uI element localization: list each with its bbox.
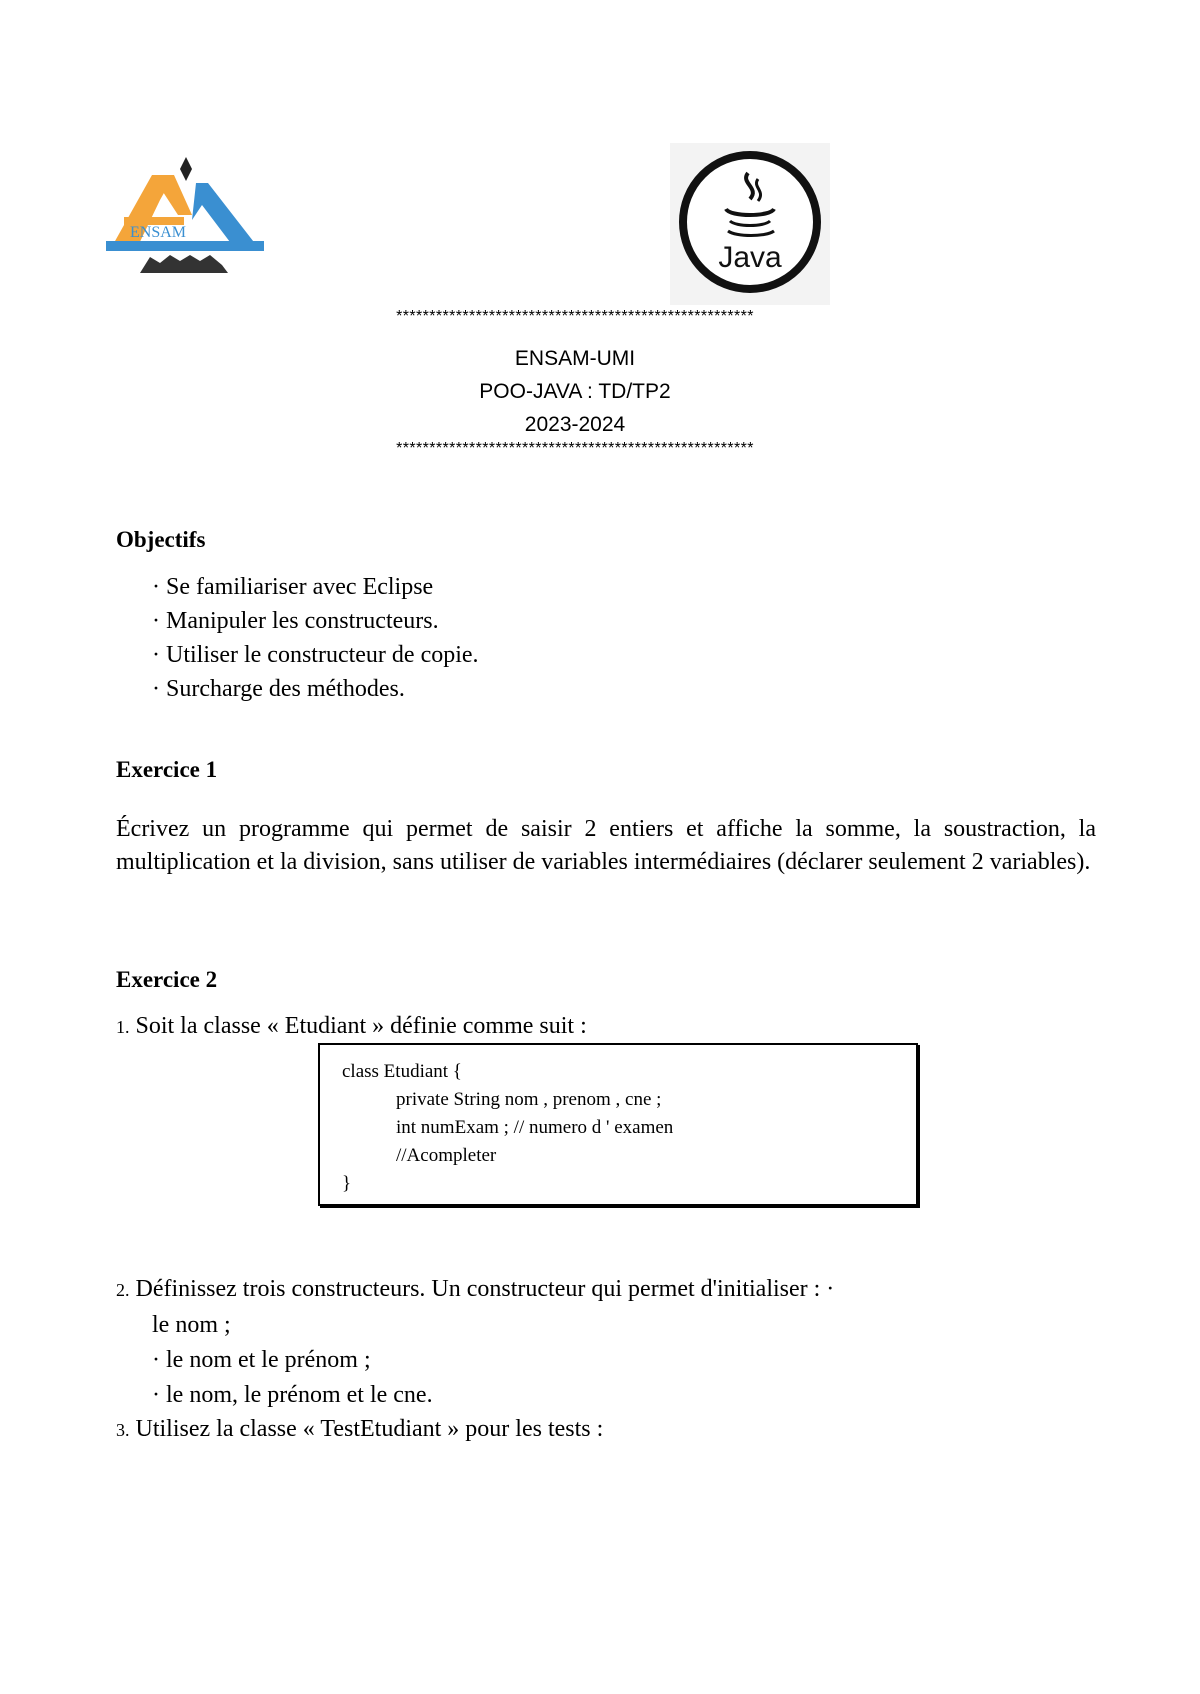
header-stars-bottom: ****************************************************** <box>396 440 754 457</box>
question-number: 1. <box>116 1017 130 1037</box>
objectifs-list <box>152 570 479 706</box>
code-line: private String nom , prenom , cne ; <box>396 1089 662 1110</box>
exercice2-heading: Exercice 2 <box>116 967 218 992</box>
school-name: ENSAM-UMI <box>514 347 636 370</box>
code-box <box>318 1043 918 1206</box>
objectif-item: · Utiliser le constructeur de copie. <box>152 642 479 668</box>
objectifs-heading: Objectifs <box>116 527 206 552</box>
objectif-item: · Surcharge des méthodes. <box>152 676 405 702</box>
question-number: 2. <box>116 1280 130 1300</box>
code-line: int numExam ; // numero d ' examen <box>396 1117 674 1138</box>
question-number: 3. <box>116 1420 130 1440</box>
code-line: //Acompleter <box>396 1145 497 1166</box>
q2-item-text: le nom et le prénom ; <box>166 1347 371 1373</box>
question-text: Soit la classe « Etudiant » définie comme suit : <box>135 1013 587 1039</box>
question-text: Utilisez la classe « TestEtudiant » pour les tests : <box>135 1416 604 1442</box>
code-line: class Etudiant { <box>342 1061 462 1082</box>
document-header <box>0 342 1150 441</box>
objectif-text: Manipuler les constructeurs. <box>166 608 439 634</box>
java-logo <box>670 143 830 305</box>
course-title: POO-JAVA : TD/TP2 <box>479 380 671 403</box>
exercice2-question-2 <box>116 1272 834 1413</box>
java-logo-text: Java <box>718 241 782 274</box>
q2-item: le nom ; <box>152 1312 231 1338</box>
objectif-item: · Se familiariser avec Eclipse <box>152 574 434 600</box>
header-stars-top: ****************************************************** <box>396 308 754 325</box>
q2-item: · le nom, le prénom et le cne. <box>152 1382 433 1408</box>
code-line: } <box>342 1173 352 1194</box>
exercice1-text: Écrivez un programme qui permet de saisir 2 entiers et affiche la somme, la soustraction, la multiplication et la division, sans utiliser de variables intermédiaires (déclarer seulement 2 variables). <box>116 816 1096 875</box>
objectif-text: Utiliser le constructeur de copie. <box>166 642 479 668</box>
academic-year: 2023-2024 <box>524 413 626 436</box>
q2-item: · le nom et le prénom ; <box>152 1347 371 1373</box>
ensam-logo <box>100 145 268 290</box>
objectif-item: · Manipuler les constructeurs. <box>152 608 439 634</box>
ensam-logo-text: ENSAM <box>130 224 187 241</box>
q2-item-text: le nom, le prénom et le cne. <box>166 1382 433 1408</box>
exercice1-heading: Exercice 1 <box>116 757 218 782</box>
exercice2-question-3 <box>116 1416 603 1443</box>
exercice2-question-1 <box>116 1013 587 1040</box>
question-text: Définissez trois constructeurs. Un constructeur qui permet d'initialiser : · <box>135 1276 835 1302</box>
objectif-text: Surcharge des méthodes. <box>166 676 405 702</box>
objectif-text: Se familiariser avec Eclipse <box>166 574 434 600</box>
